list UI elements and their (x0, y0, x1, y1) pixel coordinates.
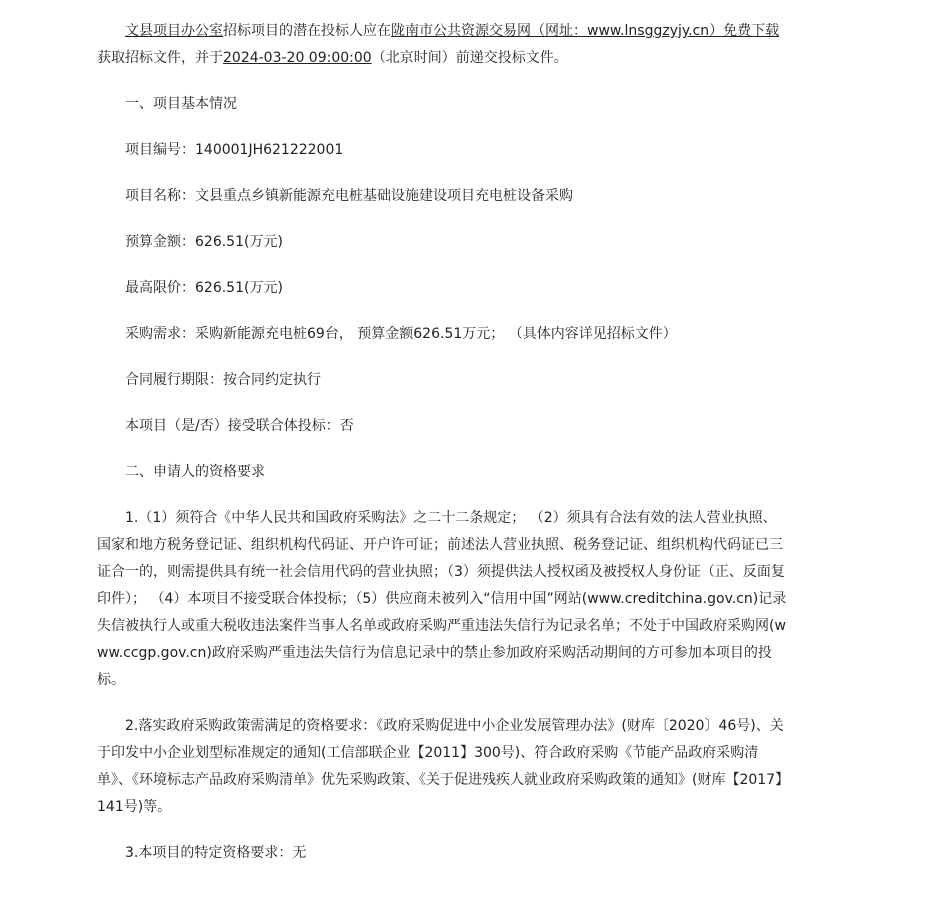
budget-amount: 预算金额：626.51(万元) (125, 234, 283, 250)
qualification-requirement-1: 1.（1）须符合《中华人民共和国政府采购法》之二十二条规定； （2）须具有合法有效的法人营业执照、国家和地方税务登记证、组织机构代码证、开户许可证；前述法人营业执照、税务登记证、组织机构代码证已三证合一的，则需提供具有统一社会信用代码的营业执照；（3）须提供法人授权函及被授权人身份证（正、反面复印件）； （4）本项目不接受联合体投标；（5）供应商未被列入“信用中国”网站(www.creditchina.gov.cn)记录失信被执行人或重大税收违法案件当事人名单或政府采购严重违法失信行为记录名单；不处于中国政府采购网(www.ccgp.gov.cn)政府采购严重违法失信行为信息记录中的禁止参加政府采购活动期间的方可参加本项目的投标。 (97, 510, 787, 688)
project-name: 项目名称：文县重点乡镇新能源充电桩基础设施建设项目充电桩设备采购 (125, 188, 573, 204)
qualification-requirement-3: 3.本项目的特定资格要求：无 (125, 845, 307, 861)
announcement-body (97, 18, 787, 867)
qualification-requirement-2: 2.落实政府采购政策需满足的资格要求：《政府采购促进中小企业发展管理办法》(财库〔2020〕46号)、关于印发中小企业划型标准规定的通知(工信部联企业【2011】300号)、符合政府采购《节能产品政府采购清单》、《环境标志产品政府采购清单》优先采购政策、《关于促进残疾人就业政府采购政策的通知》(财库【2017】141号)等。 (97, 718, 784, 815)
bid-deadline: 2024-03-20 09:00:00 (223, 50, 372, 66)
intro-paragraph (97, 18, 787, 72)
intro-text-3: （北京时间）前递交投标文件。 (371, 50, 568, 66)
intro-text-1: 招标项目的潜在投标人应在 (223, 23, 391, 39)
contract-period: 合同履行期限：按合同约定执行 (125, 372, 321, 388)
max-price: 最高限价：626.51(万元) (125, 280, 283, 296)
procurement-requirement: 采购需求：采购新能源充电桩69台， 预算金额626.51万元； （具体内容详见招标文件） (125, 326, 677, 342)
project-number: 项目编号：140001JH621222001 (125, 142, 344, 158)
section-1-heading: 一、项目基本情况 (125, 96, 237, 112)
purchaser-org: 文县项目办公室 (125, 23, 223, 39)
trading-site-link[interactable]: 陇南市公共资源交易网（网址：www.lnsggzyjy.cn）免费下载 (391, 23, 780, 39)
intro-text-2: 获取招标文件，并于 (97, 50, 223, 66)
section-2-heading: 二、申请人的资格要求 (125, 464, 265, 480)
consortium-bid: 本项目（是/否）接受联合体投标：否 (125, 418, 354, 434)
